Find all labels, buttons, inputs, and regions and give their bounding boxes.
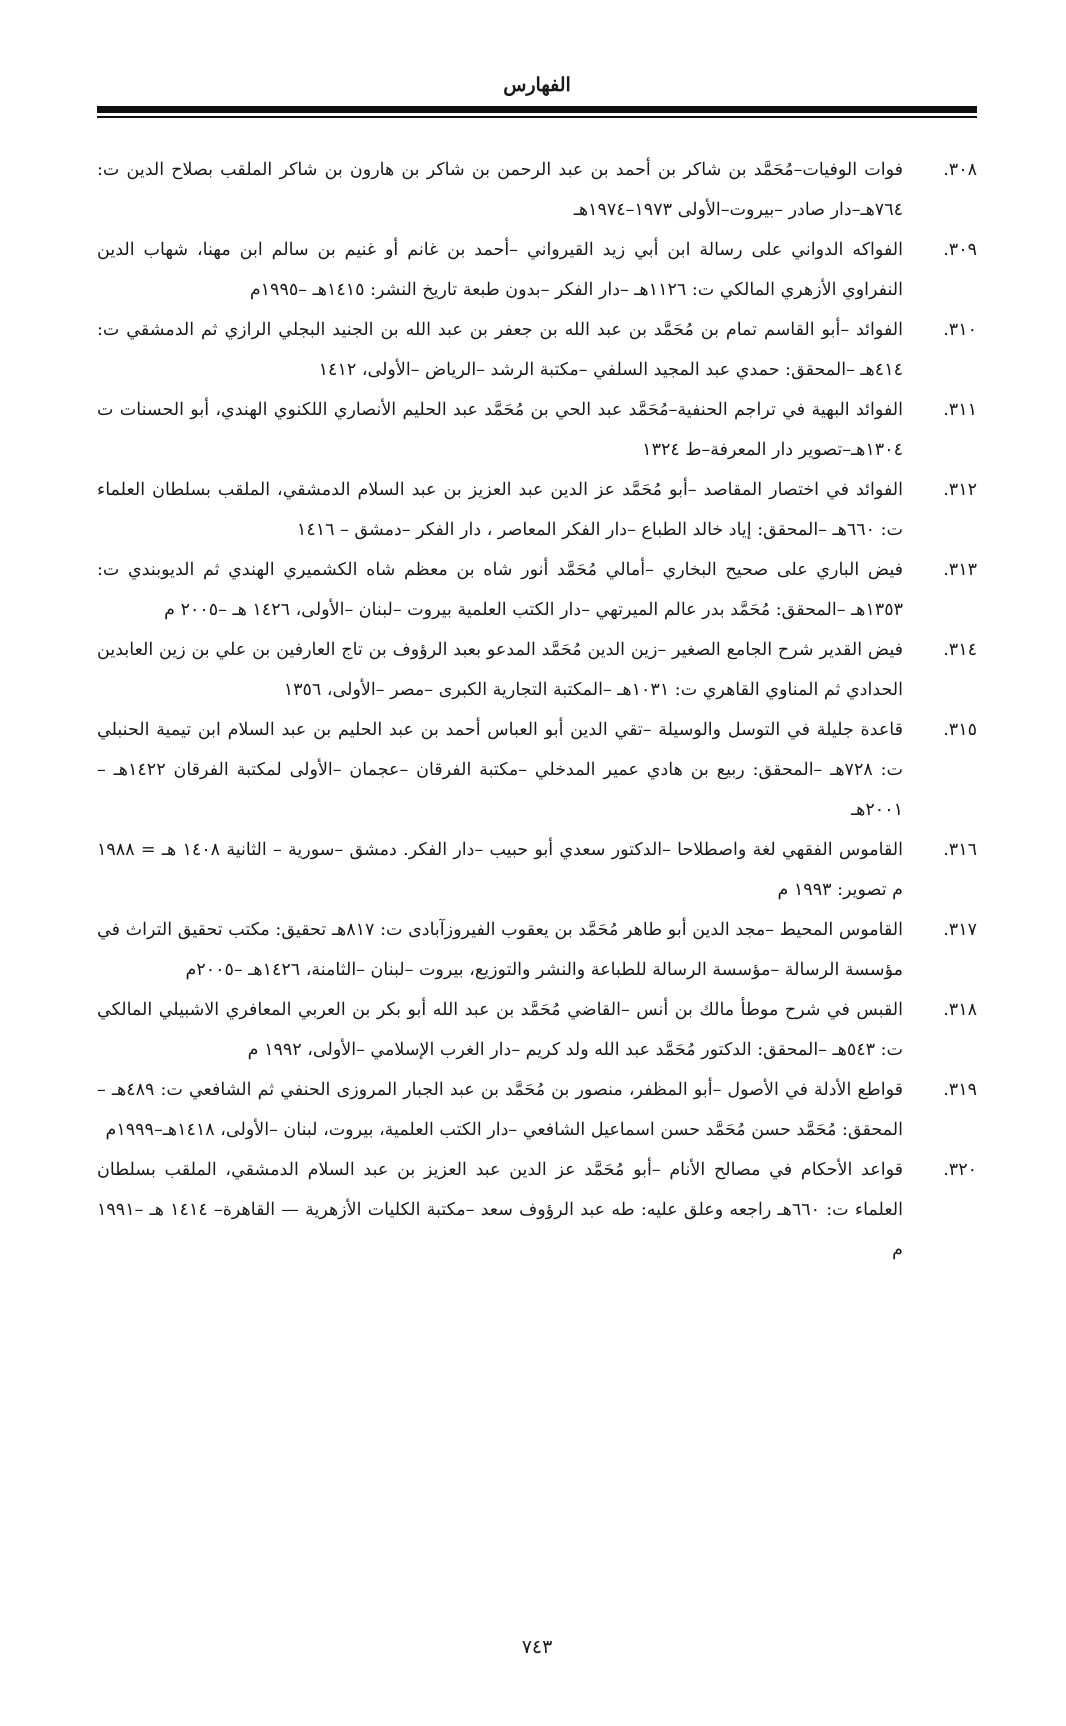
entry-number: ٣١٠. xyxy=(943,320,977,340)
entry-number: ٣١٨. xyxy=(943,1000,977,1020)
entry-text: القاموس المحيط –مجد الدين أبو طاهر مُحَمَّد بن يعقوب الفيروزآبادى ت: ٨١٧هـ تحقيق: مكتب تحقيق التراث في مؤسسة الرسالة –مؤسسة الرسالة للطباعة والنشر والتوزيع، بيروت –لبنان –الثامنة، ١٤٢٦هـ –٢٠٠٥م xyxy=(97,920,903,980)
entry-text: قاعدة جليلة في التوسل والوسيلة –تقي الدين أبو العباس أحمد بن عبد الحليم بن عبد السلام ابن تيمية الحنبلي ت: ٧٢٨هـ –المحقق: ربيع بن هادي عمير المدخلي –مكتبة الفرقان –عجمان –الأولى لمكتبة الفرقان ١٤٢٢هـ –٢٠٠١هـ xyxy=(97,720,904,820)
entry-number: ٣٠٩. xyxy=(943,240,977,260)
entry-text: فوات الوفيات–مُحَمَّد بن شاكر بن أحمد بن عبد الرحمن بن شاكر بن هارون بن شاكر الملقب بصلاح الدين ت: ٧٦٤هـ–دار صادر –بيروت–الأولى ١٩٧٣–١٩٧٤هـ xyxy=(97,160,903,220)
entry-text: القبس في شرح موطأ مالك بن أنس –القاضي مُحَمَّد بن عبد الله أبو بكر بن العربي المعافري الاشبيلي المالكي ت: ٥٤٣هـ –المحقق: الدكتور مُحَمَّد عبد الله ولد كريم –دار الغرب الإسلامي –الأولى، ١٩٩٢ م xyxy=(97,1000,903,1060)
header-rule-thick xyxy=(97,106,977,113)
entry-number: ٣١٥. xyxy=(943,720,977,740)
page-number: ٧٤٣ xyxy=(521,1636,553,1658)
running-header: الفهارس xyxy=(503,74,571,96)
entry-text: قواعد الأحكام في مصالح الأنام –أبو مُحَمَّد عز الدين عبد العزيز بن عبد السلام الدمشقي، الملقب بسلطان العلماء ت: ٦٦٠هـ راجعه وعلق عليه: طه عبد الرؤوف سعد –مكتبة الكليات الأزهرية — القاهرة– ١٤١٤ هـ –١٩٩١ م xyxy=(97,1160,903,1260)
entry-number: ٣٢٠. xyxy=(943,1160,977,1180)
entry-text: الفوائد في اختصار المقاصد –أبو مُحَمَّد عز الدين عبد العزيز بن عبد السلام الدمشقي، الملقب بسلطان العلماء ت: ٦٦٠هـ –المحقق: إياد خالد الطباع –دار الفكر المعاصر ، دار الفكر –دمشق – ١٤١٦ xyxy=(97,480,903,540)
bibliography-entry xyxy=(97,630,977,710)
entry-number: ٣٠٨. xyxy=(943,160,977,180)
bibliography-entry xyxy=(97,1070,977,1150)
entry-number: ٣١٧. xyxy=(943,920,977,940)
entry-number: ٣١٢. xyxy=(943,480,977,500)
entry-number: ٣١٦. xyxy=(943,840,977,860)
bibliography-entry xyxy=(97,910,977,990)
bibliography-entry xyxy=(97,710,977,830)
bibliography-list xyxy=(97,150,977,1270)
entry-number: ٣١١. xyxy=(943,400,977,420)
entry-number: ٣١٣. xyxy=(943,560,977,580)
entry-text: الفواكه الدواني على رسالة ابن أبي زيد القيرواني –أحمد بن غانم أو غنيم بن سالم ابن مهنا، شهاب الدين النفراوي الأزهري المالكي ت: ١١٢٦هـ –دار الفكر –بدون طبعة تاريخ النشر: ١٤١٥هـ –١٩٩٥م xyxy=(97,240,903,300)
bibliography-entry xyxy=(97,990,977,1070)
bibliography-entry xyxy=(97,390,977,470)
entry-number: ٣١٩. xyxy=(943,1080,977,1100)
entry-text: الفوائد –أبو القاسم تمام بن مُحَمَّد بن عبد الله بن جعفر بن عبد الله بن الجنيد البجلي الرازي ثم الدمشقي ت: ٤١٤هـ –المحقق: حمدي عبد المجيد السلفي –مكتبة الرشد –الرياض –الأولى، ١٤١٢ xyxy=(97,320,903,380)
entry-text: فيض الباري على صحيح البخاري –أمالي مُحَمَّد أنور شاه بن معظم شاه الكشميري الهندي ثم الديوبندي ت: ١٣٥٣هـ –المحقق: مُحَمَّد بدر عالم الميرتهي –دار الكتب العلمية بيروت –لبنان –الأولى، ١٤٢٦ هـ –٢٠٠٥ م xyxy=(97,560,903,620)
bibliography-entry xyxy=(97,550,977,630)
entry-text: قواطع الأدلة في الأصول –أبو المظفر، منصور بن مُحَمَّد بن عبد الجبار المروزى الحنفي ثم الشافعي ت: ٤٨٩هـ –المحقق: مُحَمَّد حسن مُحَمَّد حسن اسماعيل الشافعي –دار الكتب العلمية، بيروت، لبنان –الأولى، ١٤١٨هـ–١٩٩٩م xyxy=(97,1080,903,1140)
header-rule-thin xyxy=(97,116,977,118)
entry-number: ٣١٤. xyxy=(943,640,977,660)
bibliography-entry xyxy=(97,150,977,230)
bibliography-entry xyxy=(97,230,977,310)
entry-text: الفوائد البهية في تراجم الحنفية–مُحَمَّد عبد الحي بن مُحَمَّد عبد الحليم الأنصاري اللكنوي الهندي، أبو الحسنات ت ١٣٠٤هـ–تصوير دار المعرفة–ط ١٣٢٤ xyxy=(97,400,903,460)
bibliography-entry xyxy=(97,830,977,910)
bibliography-entry xyxy=(97,1150,977,1270)
bibliography-entry xyxy=(97,310,977,390)
entry-text: فيض القدير شرح الجامع الصغير –زين الدين مُحَمَّد المدعو بعبد الرؤوف بن تاج العارفين بن علي بن زين العابدين الحدادي ثم المناوي القاهري ت: ١٠٣١هـ –المكتبة التجارية الكبرى –مصر –الأولى، ١٣٥٦ xyxy=(97,640,903,700)
entry-text: القاموس الفقهي لغة واصطلاحا –الدكتور سعدي أبو حبيب –دار الفكر. دمشق –سورية – الثانية ١٤٠٨ هـ = ١٩٨٨ م تصوير: ١٩٩٣ م xyxy=(97,840,903,900)
bibliography-entry xyxy=(97,470,977,550)
